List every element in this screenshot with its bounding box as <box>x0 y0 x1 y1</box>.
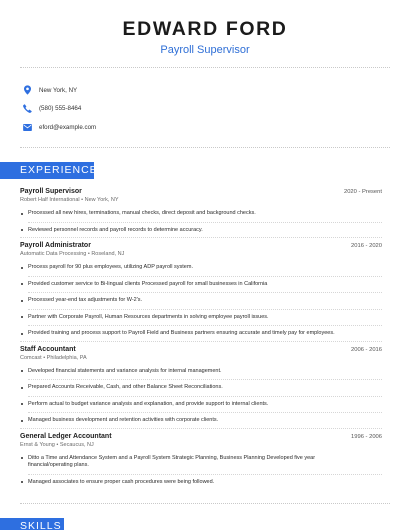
skills-heading: SKILLS <box>0 518 64 530</box>
job-company: Automatic Data Processing • Roseland, NJ <box>20 251 125 257</box>
divider <box>20 503 390 504</box>
job-bullet: Provided customer service to Bi-lingual clients Processed payroll for small businesses in California <box>20 281 382 289</box>
contact-email <box>20 118 390 136</box>
job-dates: 2016 - 2020 <box>351 243 382 249</box>
experience-list <box>20 188 382 486</box>
job-bullet: Processed all new hires, terminations, manual checks, direct deposit and background checks. <box>20 210 382 218</box>
job-divider <box>20 341 382 342</box>
candidate-name: EDWARD FORD <box>122 18 288 40</box>
resume-header <box>0 0 410 57</box>
phone-icon <box>20 102 34 116</box>
job-divider <box>20 237 382 238</box>
job-company: Comcast • Philadelphia, PA <box>20 354 87 361</box>
bullet-divider <box>28 396 382 397</box>
job-title: Staff Accountant <box>20 345 76 353</box>
contact-phone <box>20 100 390 118</box>
divider <box>20 67 390 68</box>
job-title: General Ledger Accountant <box>20 432 112 440</box>
bullet-divider <box>28 292 382 293</box>
job-bullet: Managed business development and retention activities with corporate clients. <box>20 417 382 425</box>
bullet-divider <box>28 379 382 380</box>
contact-location-text: New York, NY <box>39 86 78 94</box>
bullet-divider <box>28 276 382 277</box>
job-bullet: Managed associates to ensure proper cash procedures were being followed. <box>20 479 382 487</box>
job-bullet: Ditto a Time and Attendance System and a Payroll System Strategic Planning, Business Planning Developed five year financial/operating plans. <box>20 455 382 470</box>
experience-heading: EXPERIENCE <box>0 162 94 179</box>
job-bullet: Developed financial statements and variance analysis for internal management. <box>20 368 382 376</box>
job-bullet: Provided training and process support to Payroll Field and Business partners ensuring accurate and timely pay for employees. <box>20 330 382 338</box>
bullet-divider <box>28 309 382 310</box>
bullet-divider <box>28 474 382 475</box>
contact-location <box>20 81 390 99</box>
divider <box>20 147 390 148</box>
job-title: Payroll Administrator <box>20 242 91 249</box>
contact-email-text: eford@example.com <box>39 123 97 131</box>
bullet-divider <box>28 412 382 413</box>
job-bullet: Prepared Accounts Receivable, Cash, and other Balance Sheet Reconciliations. <box>20 384 382 392</box>
contact-phone-text: (580) 555-8464 <box>39 105 82 112</box>
candidate-title: Payroll Supervisor <box>160 44 250 56</box>
email-icon <box>20 120 34 134</box>
job-dates: 2006 - 2016 <box>351 346 382 353</box>
contact-info <box>20 81 390 137</box>
job-bullet: Process payroll for 90 plus employees, utilizing ADP payroll system. <box>20 264 382 272</box>
job-company: Ernst & Young • Secaucus, NJ <box>20 441 94 448</box>
job-title: Payroll Supervisor <box>20 188 82 195</box>
bullet-divider <box>28 222 382 223</box>
job-bullet: Perform actual to budget variance analysis and explanation, and provide support to internal clients. <box>20 401 382 409</box>
job-dates: 2020 - Present <box>343 189 382 195</box>
job-entry <box>20 188 382 234</box>
job-entry <box>20 242 382 338</box>
location-pin-icon <box>20 83 34 97</box>
job-dates: 1996 - 2006 <box>351 433 382 440</box>
job-company: Robert Half International • New York, NY <box>20 197 119 203</box>
job-bullet: Partner with Corporate Payroll, Human Resources departments in solving employee payroll issues. <box>20 314 382 322</box>
job-bullet: Reviewed personnel records and payroll records to determine accuracy. <box>20 227 382 235</box>
bullet-divider <box>28 325 382 326</box>
job-divider <box>20 428 382 429</box>
job-bullet: Processed year-end tax adjustments for W-2's. <box>20 297 382 305</box>
job-entry <box>20 346 382 425</box>
job-entry <box>20 433 382 487</box>
